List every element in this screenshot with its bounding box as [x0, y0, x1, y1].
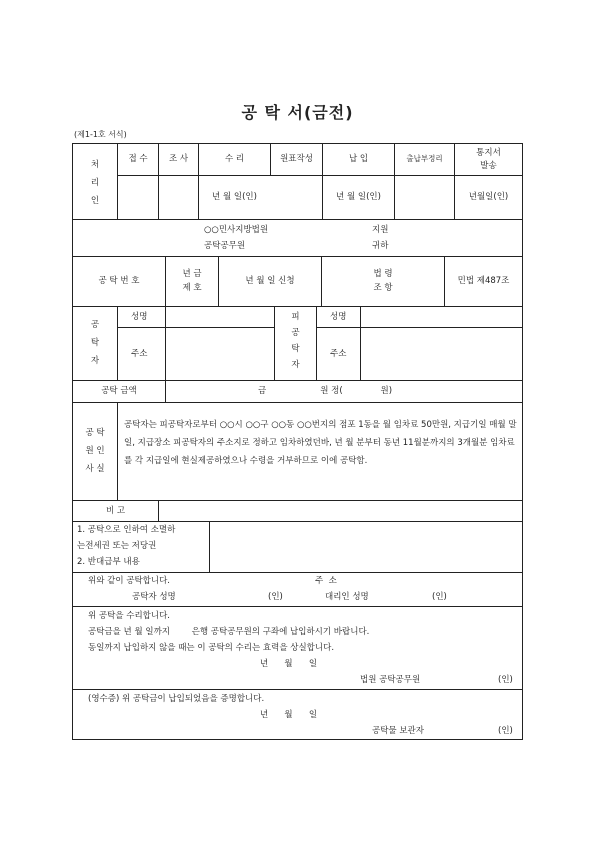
amount-value: 금 원 정( 원) [258, 386, 393, 396]
header-received: 접 수 [128, 154, 148, 164]
header-inspection: 조 사 [168, 154, 189, 164]
acceptance-officer: 법원 공탁공무원 [360, 675, 421, 685]
depositee-label: 피 공 탁 자 [291, 312, 300, 370]
date-notice: 년월일(인) [468, 192, 509, 202]
acceptance-line3: 동일까지 납입하지 않을 때는 이 공탁의 수리는 효력을 상실합니다. [88, 643, 335, 653]
header-cashbook: 출납부정리 [406, 154, 443, 163]
extinguished-line1: 1. 공탁으로 인하여 소멸하 [77, 525, 176, 535]
header-payment: 납 입 [348, 154, 369, 164]
law-article-value: 민법 제487조 [457, 276, 510, 286]
deposit-year-label: 년 금 제 호 [182, 269, 202, 293]
form-number: (제1-1호 서식) [74, 130, 127, 139]
acceptance-date: 년 월 일 [260, 659, 318, 669]
header-notice-sent: 통지서 발송 [476, 148, 501, 171]
remarks-field[interactable] [159, 501, 522, 521]
header-acceptance: 수 리 [224, 154, 245, 164]
extinguished-field[interactable] [210, 522, 522, 572]
court-name: ○○민사지방법원 [204, 225, 269, 235]
receipt-text: (영수증) 위 공탁금이 납입되었음을 증명합니다. [88, 694, 265, 704]
depositee-address-label: 주소 [330, 349, 347, 359]
acceptance-seal: (인) [498, 675, 513, 685]
extinguished-line2: 는전세권 또는 저당권 [77, 541, 157, 551]
processing-label: 처 리 인 [90, 160, 100, 206]
court-addressee: 귀하 [372, 241, 389, 251]
declaration-text: 위와 같이 공탁합니다. [88, 576, 171, 586]
depositor-name-label: 성명 [131, 312, 148, 322]
date-received: 년 월 일(인) [212, 192, 257, 202]
date-paid: 년 월 일(인) [336, 192, 381, 202]
depositee-name-field[interactable] [361, 307, 522, 327]
counter-performance-label: 2. 반대급부 내용 [77, 557, 140, 567]
depositor-signature-label: 공탁자 성명 [132, 592, 176, 602]
law-article-label: 법 령 조 항 [373, 269, 393, 293]
depositor-label: 공 탁 자 [90, 320, 100, 366]
document-title: 공 탁 서(금전) [241, 103, 354, 122]
agent-seal: (인) [432, 592, 447, 602]
agent-signature-label: 대리인 성명 [325, 592, 369, 602]
amount-label: 공탁 금액 [101, 386, 137, 396]
depositor-seal: (인) [268, 592, 283, 602]
remarks-label: 비 고 [105, 506, 126, 516]
header-ledger-entry: 원표작성 [280, 154, 313, 164]
receipt-date: 년 월 일 [260, 710, 318, 720]
application-date: 년 월 일 신청 [245, 276, 295, 286]
cause-label: 공 탁 원 인 사 실 [85, 428, 105, 474]
cause-text: 공탁자는 피공탁자로부터 ○○시 ○○구 ○○동 ○○번지의 점포 1동을 월 임차료 50만원, 지급기일 매월 말일, 지급장소 피공탁자의 주소지로 정하고 임차하였던바, 년 월 분부터 동년 11월분까지의 3개월분 임차료를 각 지급일에 현실제공하였으나 수령을 거부하므로 이에 공탁함. [124, 420, 517, 466]
deposit-number-label: 공 탁 번 호 [98, 276, 140, 286]
depositor-name-field[interactable] [166, 307, 274, 327]
court-officer: 공탁공무원 [204, 241, 246, 251]
depositor-address-label: 주소 [131, 349, 148, 359]
court-branch: 지원 [372, 225, 389, 235]
acceptance-line2: 공탁금을 년 월 일까지 은행 공탁공무원의 구좌에 납입하시기 바랍니다. [88, 627, 370, 637]
receipt-custodian: 공탁물 보관자 [372, 726, 424, 736]
receipt-seal: (인) [498, 726, 513, 736]
depositor-address-field[interactable] [166, 328, 274, 380]
depositee-address-field[interactable] [361, 328, 522, 380]
acceptance-line1: 위 공탁을 수리합니다. [88, 611, 171, 621]
depositee-name-label: 성명 [330, 312, 347, 322]
declaration-address-label: 주 소 [315, 576, 337, 586]
